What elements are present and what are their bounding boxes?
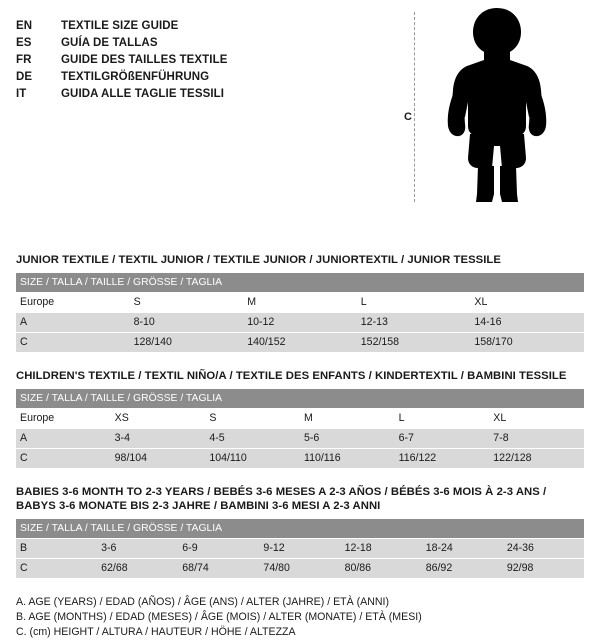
cell-value: 5-6 [300,429,395,449]
column-size: L [357,293,471,313]
height-marker-label: C [404,111,412,123]
child-silhouette-icon [432,6,562,206]
language-title: GUIDE DES TAILLES TEXTILE [61,54,228,66]
cell-value: 152/158 [357,333,471,353]
section-junior-textile [16,253,584,353]
language-code: DE [16,71,33,83]
table-row-columns [16,409,584,429]
cell-value: 128/140 [130,333,244,353]
cell-value: 12-13 [357,313,471,333]
cell-value: 122/128 [489,449,584,469]
cell-value: 104/110 [205,449,300,469]
size-table-children [16,389,584,469]
column-size: XS [111,409,206,429]
legend-line-a: A. AGE (YEARS) / EDAD (AÑOS) / ÂGE (ANS) / ALTER (JAHRE) / ETÀ (ANNI) [16,596,389,608]
language-code: FR [16,54,32,66]
cell-value: 3-4 [111,429,206,449]
row-label: B [16,539,97,559]
column-size: XL [470,293,584,313]
section-title: CHILDREN'S TEXTILE / TEXTIL NIÑO/A / TEXTILE DES ENFANTS / KINDERTEXTIL / BAMBINI TESSILE [16,370,567,382]
table-row [16,313,584,333]
table-row-columns [16,293,584,313]
cell-value: 4-5 [205,429,300,449]
section-title: BABIES 3-6 MONTH TO 2-3 YEARS / BEBÉS 3-6 MESES A 2-3 AÑOS / BÉBÉS 3-6 MOIS À 2-3 ANS / BABYS 3-6 MONATE BIS 2-3 JAHRE / BAMBINI 3-6 MESI A 2-3 ANNI [16,486,547,512]
column-label: Europe [16,293,130,313]
cell-value: 3-6 [97,539,178,559]
language-code: IT [16,88,27,100]
cell-value: 140/152 [243,333,357,353]
cell-value: 92/98 [503,559,584,579]
size-table-babies [16,519,584,579]
cell-value: 110/116 [300,449,395,469]
table-header-row [16,273,584,293]
cell-value: 9-12 [259,539,340,559]
table-header-label: SIZE / TALLA / TAILLE / GRÖSSE / TAGLIA [16,519,584,539]
cell-value: 10-12 [243,313,357,333]
column-size: M [300,409,395,429]
column-label: Europe [16,409,111,429]
cell-value: 62/68 [97,559,178,579]
column-size: XL [489,409,584,429]
cell-value: 80/86 [341,559,422,579]
cell-value: 8-10 [130,313,244,333]
table-row [16,429,584,449]
cell-value: 7-8 [489,429,584,449]
cell-value: 12-18 [341,539,422,559]
table-header-label: SIZE / TALLA / TAILLE / GRÖSSE / TAGLIA [16,273,584,293]
cell-value: 14-16 [470,313,584,333]
cell-value: 74/80 [259,559,340,579]
cell-value: 18-24 [422,539,503,559]
cell-value: 6-7 [395,429,490,449]
table-row [16,559,584,579]
cell-value: 116/122 [395,449,490,469]
row-label: C [16,559,97,579]
column-size: S [130,293,244,313]
section-babies-textile [16,485,584,579]
table-header-row [16,389,584,409]
table-row [16,333,584,353]
column-size: L [395,409,490,429]
cell-value: 68/74 [178,559,259,579]
table-row [16,449,584,469]
size-table-junior [16,273,584,353]
cell-value: 158/170 [470,333,584,353]
table-header-label: SIZE / TALLA / TAILLE / GRÖSSE / TAGLIA [16,389,584,409]
row-label: A [16,429,111,449]
legend-block [16,595,584,640]
language-code: ES [16,37,32,49]
row-label: C [16,449,111,469]
legend-line-b: B. AGE (MONTHS) / EDAD (MESES) / ÂGE (MOIS) / ALTER (MONATE) / ETÀ (MESI) [16,611,422,623]
cell-value: 6-9 [178,539,259,559]
column-size: M [243,293,357,313]
language-title: GUÍA DE TALLAS [61,37,158,49]
section-title: JUNIOR TEXTILE / TEXTIL JUNIOR / TEXTILE JUNIOR / JUNIORTEXTIL / JUNIOR TESSILE [16,254,501,266]
row-label: C [16,333,130,353]
table-row [16,539,584,559]
language-title: TEXTILE SIZE GUIDE [61,20,179,32]
language-code: EN [16,20,33,32]
row-label: A [16,313,130,333]
figure-area [402,6,582,206]
cell-value: 86/92 [422,559,503,579]
height-measure-line [414,12,415,202]
section-childrens-textile [16,369,584,469]
cell-value: 98/104 [111,449,206,469]
column-size: S [205,409,300,429]
table-header-row [16,519,584,539]
cell-value: 24-36 [503,539,584,559]
legend-line-c: C. (cm) HEIGHT / ALTURA / HAUTEUR / HÖHE / ALTEZZA [16,626,296,638]
language-title: TEXTILGRÖßENFÜHRUNG [61,71,210,83]
language-title: GUIDA ALLE TAGLIE TESSILI [61,88,225,100]
